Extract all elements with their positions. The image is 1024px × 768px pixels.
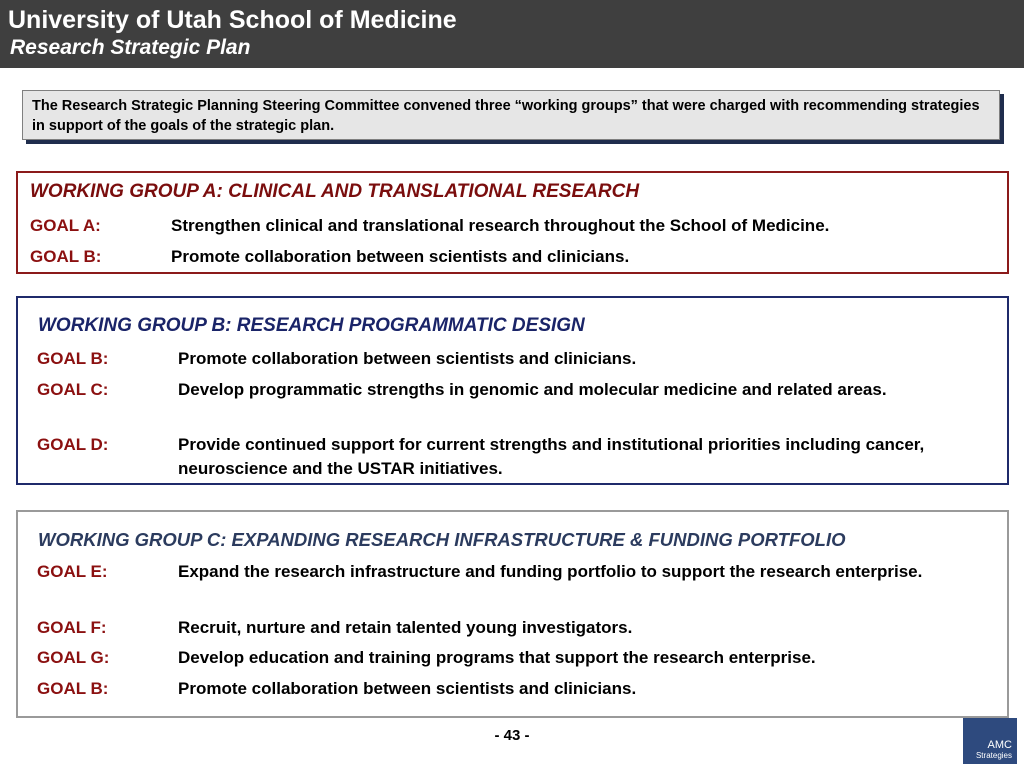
working-group-c-box xyxy=(16,510,1009,718)
working-group-b-box xyxy=(16,296,1009,485)
goal-text: Promote collaboration between scientists and clinicians. xyxy=(178,349,637,368)
goal-label: GOAL C: xyxy=(37,380,109,399)
working-group-a-title: WORKING GROUP A: CLINICAL AND TRANSLATIONAL RESEARCH xyxy=(30,181,640,202)
slide-subtitle: Research Strategic Plan xyxy=(10,36,251,59)
logo-line-2: Strategies xyxy=(975,751,1012,760)
goal-label: GOAL D: xyxy=(37,435,109,454)
goal-label: GOAL A: xyxy=(30,216,101,235)
goal-label: GOAL F: xyxy=(37,618,107,637)
logo-line-1: AMC xyxy=(987,739,1012,751)
intro-callout: The Research Strategic Planning Steering Committee convened three “working groups” that were charged with recommending strategies in support of the goals of the strategic plan. xyxy=(22,90,1000,140)
goal-label: GOAL G: xyxy=(37,648,110,667)
goal-text: Strengthen clinical and translational research throughout the School of Medicine. xyxy=(171,216,830,235)
goal-text: Promote collaboration between scientists and clinicians. xyxy=(171,247,630,266)
goal-text: Recruit, nurture and retain talented young investigators. xyxy=(178,618,633,637)
goal-label: GOAL B: xyxy=(37,679,109,698)
goal-label: GOAL E: xyxy=(37,562,108,581)
goal-text: Develop education and training programs that support the research enterprise. xyxy=(178,648,816,667)
goal-text: Promote collaboration between scientists and clinicians. xyxy=(178,679,637,698)
goal-text: Develop programmatic strengths in genomic and molecular medicine and related areas. xyxy=(178,380,887,399)
slide-header xyxy=(0,0,1024,68)
goal-text: Expand the research infrastructure and funding portfolio to support the research enterprise. xyxy=(178,562,923,581)
goal-label: GOAL B: xyxy=(37,349,109,368)
working-group-c-title: WORKING GROUP C: EXPANDING RESEARCH INFRASTRUCTURE & FUNDING PORTFOLIO xyxy=(38,529,846,550)
working-group-a-box xyxy=(16,171,1009,274)
working-group-b-title: WORKING GROUP B: RESEARCH PROGRAMMATIC DESIGN xyxy=(38,315,585,336)
goal-text: Provide continued support for current strengths and institutional priorities including cancer, neuroscience and the USTAR initiatives. xyxy=(178,435,925,478)
goal-label: GOAL B: xyxy=(30,247,102,266)
page-number: - 43 - xyxy=(494,727,530,744)
slide-title: University of Utah School of Medicine xyxy=(8,6,457,34)
amc-strategies-logo xyxy=(963,718,1017,764)
